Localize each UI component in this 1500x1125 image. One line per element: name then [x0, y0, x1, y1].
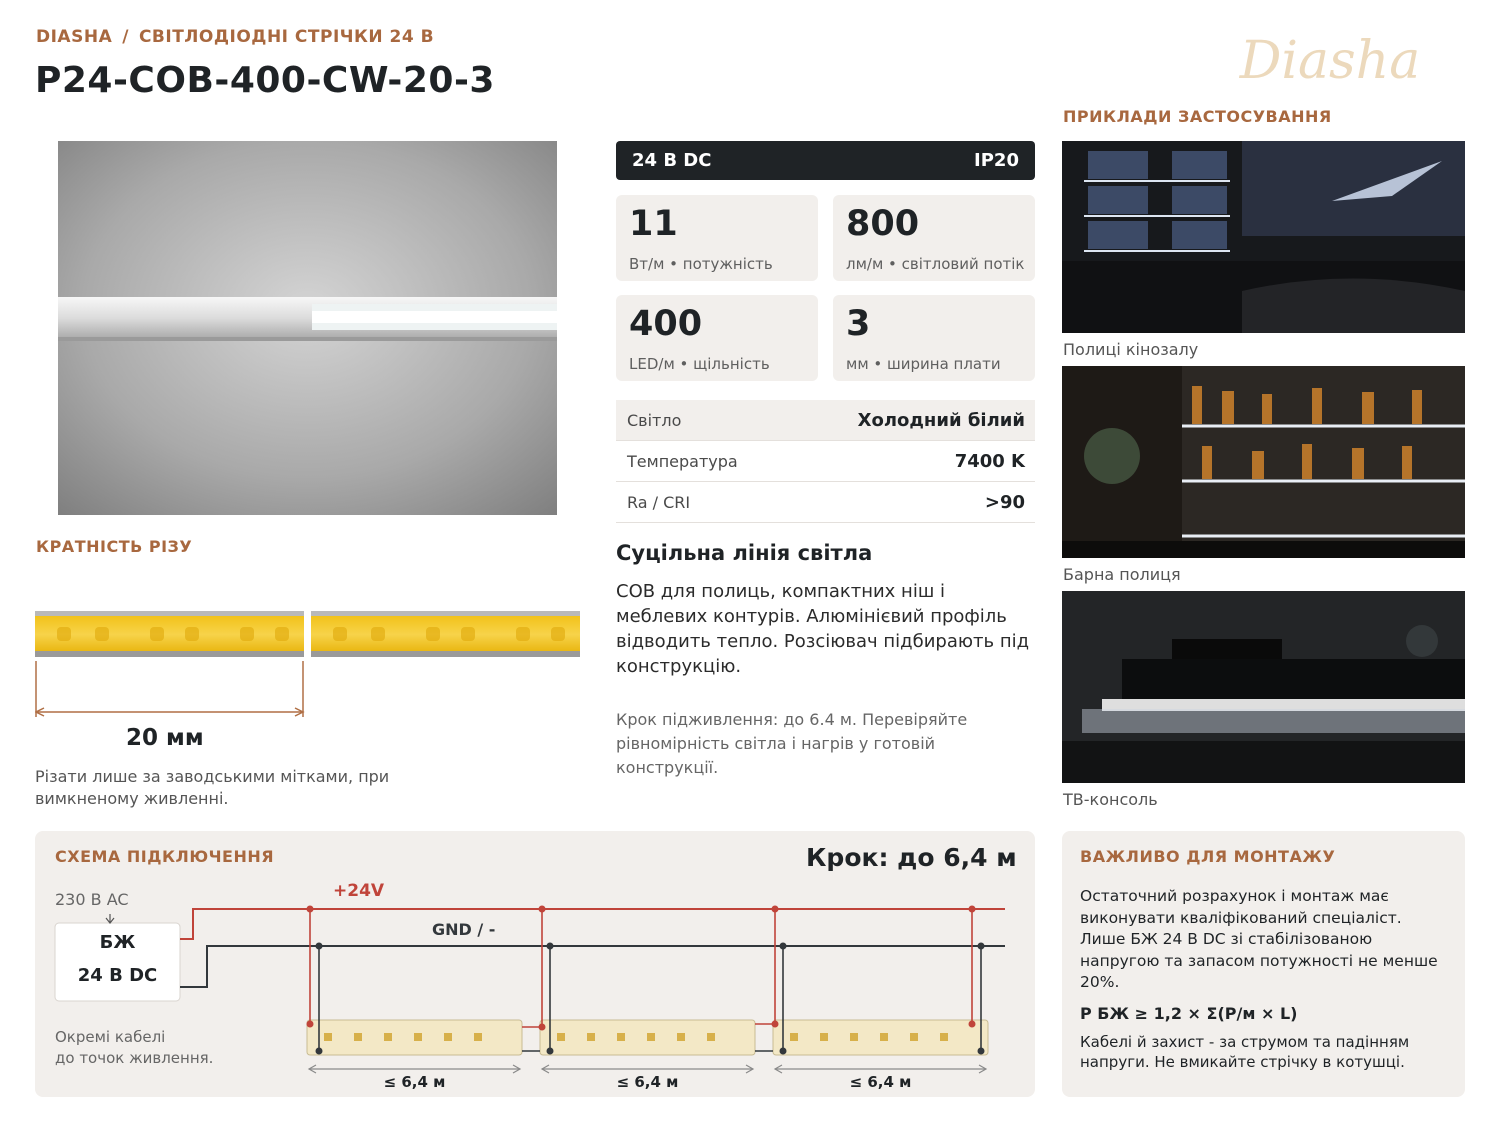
- segment-length: ≤ 6,4 м: [849, 1073, 912, 1091]
- cut-note: Різати лише за заводськими мітками, при вимкненому живленні.: [35, 767, 390, 808]
- spec-key: Температура: [627, 451, 738, 471]
- spec-card-width: [833, 295, 1035, 381]
- spec-value: 3: [846, 304, 871, 344]
- ip-rating: IP20: [974, 150, 1019, 171]
- spec-row-light: [616, 400, 1035, 441]
- spec-val: 7400 K: [954, 450, 1025, 472]
- spec-card-flux: [833, 195, 1035, 281]
- plus-line: [180, 909, 1005, 939]
- spec-key: Світло: [627, 410, 682, 430]
- spec-card-power: [616, 195, 818, 281]
- spec-caption: LED/м • щільність: [629, 355, 770, 373]
- segment-length: ≤ 6,4 м: [383, 1073, 446, 1091]
- spec-val: >90: [984, 491, 1025, 513]
- strip-segment-3: [773, 1020, 988, 1055]
- spec-value: 11: [629, 204, 678, 244]
- app-caption: Полиці кінозалу: [1063, 340, 1199, 359]
- cut-dimension-arrow: [36, 661, 303, 717]
- breadcrumb-brand[interactable]: DIASHA: [36, 27, 113, 47]
- plus-label: +24V: [333, 881, 385, 901]
- psu-label-2: 24 В DC: [77, 965, 158, 986]
- strip-segment: [311, 611, 580, 657]
- spec-value: 400: [629, 304, 703, 344]
- app-caption: Барна полиця: [1063, 565, 1181, 584]
- scheme-step: Крок: до 6,4 м: [806, 843, 1017, 872]
- app-image-bar: [1062, 366, 1465, 558]
- scheme-note: [55, 1027, 213, 1069]
- cut-diagram: [35, 605, 581, 723]
- spec-table: [616, 400, 1035, 523]
- svg-text:Diasha: Diasha: [1239, 31, 1421, 91]
- product-image: [58, 141, 557, 515]
- cut-section-label: КРАТНІСТЬ РІЗУ: [36, 537, 193, 556]
- voltage-ip-bar: [616, 141, 1035, 180]
- montage-text-2: Кабелі й захист - за струмом та падінням напруги. Не вмикайте стрічку в котушці.: [1080, 1033, 1410, 1071]
- montage-text: Остаточний розрахунок і монтаж має виконувати кваліфікований спеціаліст. Лише БЖ 24 В DC зі стабілізованою напругою та запасом потужності не менше 20%.: [1080, 887, 1438, 991]
- montage-label: ВАЖЛИВО ДЛЯ МОНТАЖУ: [1080, 847, 1336, 866]
- strip-segment-2: [540, 1020, 755, 1055]
- breadcrumb: [36, 27, 434, 47]
- spec-value: 800: [846, 204, 920, 244]
- segment-length: ≤ 6,4 м: [616, 1073, 679, 1091]
- gnd-line: [180, 946, 1005, 987]
- scheme-label: СХЕМА ПІДКЛЮЧЕННЯ: [55, 847, 275, 866]
- psu-label-1: БЖ: [99, 932, 136, 953]
- spec-card-density: [616, 295, 818, 381]
- brand-logo: [1212, 22, 1448, 94]
- app-image-tv-console: [1062, 591, 1465, 783]
- description-text: COB для полиць, компактних ніш і меблевих контурів. Алюмінієвий профіль відводить тепло. Розсіювач підбирають під конструкцію.: [616, 581, 1030, 677]
- montage-panel: [1062, 831, 1465, 1097]
- spec-val: Холодний білий: [857, 409, 1025, 431]
- scheme-note-line: до точок живлення.: [55, 1049, 214, 1067]
- gnd-label: GND / -: [432, 920, 496, 939]
- description-heading: Суцільна лінія світла: [616, 541, 873, 565]
- app-caption: ТВ-консоль: [1063, 790, 1158, 809]
- scheme-input: 230 В AC: [55, 890, 129, 909]
- breadcrumb-category[interactable]: СВІТЛОДІОДНІ СТРІЧКИ 24 В: [138, 27, 435, 47]
- spec-caption: лм/м • світловий потік: [846, 255, 1025, 273]
- breadcrumb-separator: /: [122, 27, 129, 47]
- montage-formula: P БЖ ≥ 1,2 × Σ(P/м × L): [1080, 1003, 1298, 1023]
- description-note: Крок підживлення: до 6.4 м. Перевіряйте рівномірність світла і нагрів у готовій конструкції.: [616, 710, 968, 777]
- spec-row-temperature: [616, 441, 1035, 482]
- spec-caption: Вт/м • потужність: [629, 255, 773, 273]
- spec-row-cri: [616, 482, 1035, 523]
- cut-dimension: 20 мм: [126, 725, 204, 751]
- applications-label: ПРИКЛАДИ ЗАСТОСУВАННЯ: [1063, 107, 1332, 126]
- app-image-cinema: [1062, 141, 1465, 333]
- page-title: P24-COB-400-CW-20-3: [35, 60, 495, 101]
- strip-segment-1: [307, 1020, 522, 1055]
- scheme-note-line: Окремі кабелі: [55, 1028, 166, 1046]
- spec-key: Ra / CRI: [627, 492, 691, 512]
- voltage-label: 24 В DC: [632, 150, 712, 171]
- spec-caption: мм • ширина плати: [846, 355, 1001, 373]
- strip-segment: [35, 611, 304, 657]
